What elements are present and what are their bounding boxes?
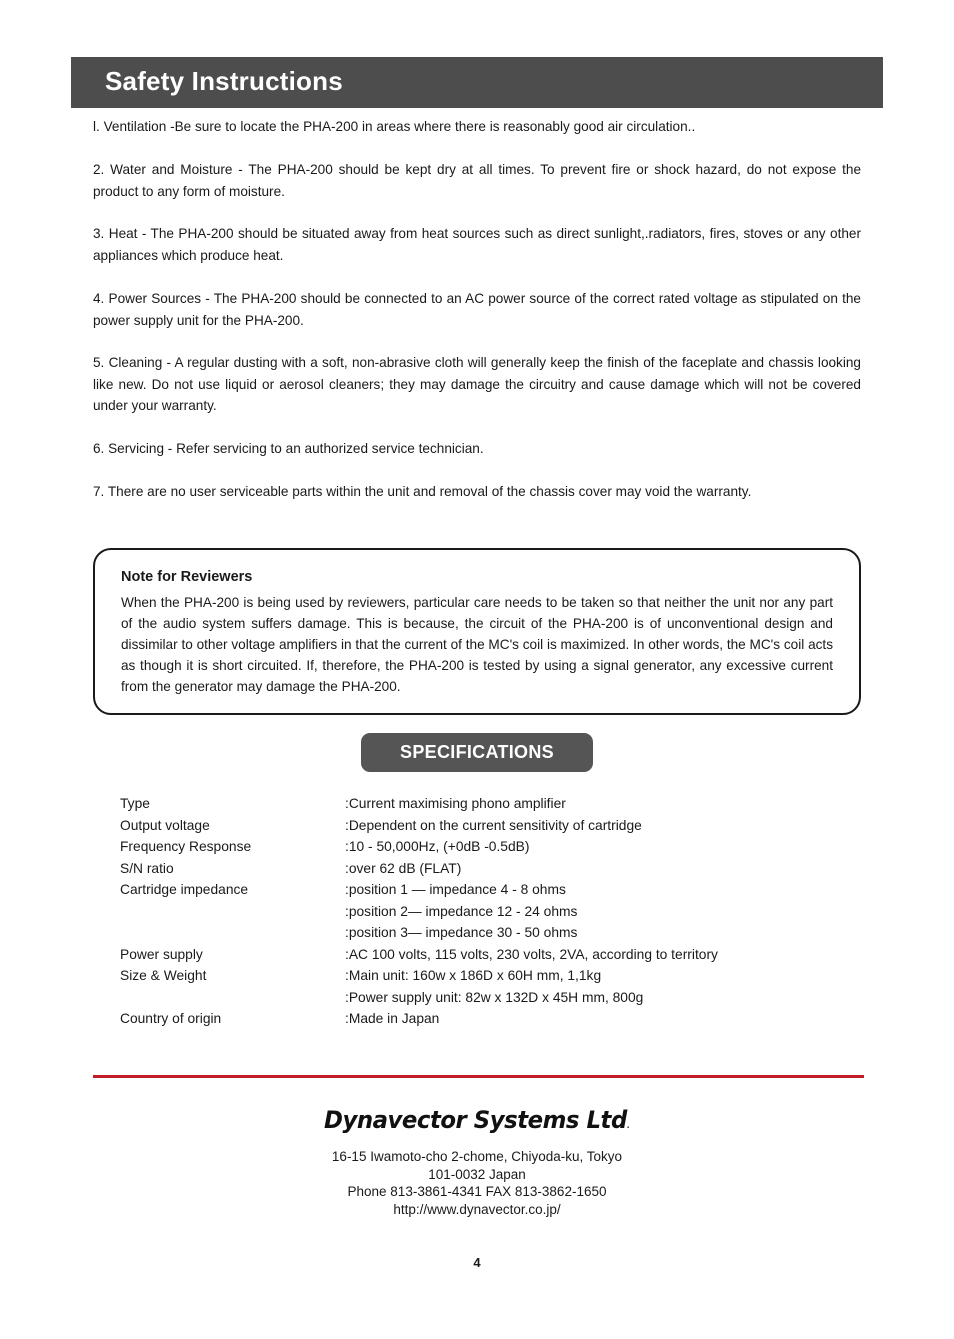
spec-value: :10 - 50,000Hz, (+0dB -0.5dB) — [345, 839, 530, 854]
instruction-heat: 3. Heat - The PHA-200 should be situated away from heat sources such as direct sunlight,.radiators, fires, stoves or any other appliances which produce heat. — [93, 226, 861, 263]
spec-label: Power supply — [120, 946, 203, 962]
note-body: When the PHA-200 is being used by reviewers, particular care needs to be taken so that neither the unit nor any part of the audio system suffers damage. This is because, the circuit of the PHA-200 is of unconventional design and dissimilar to other voltage amplifiers in that the current of the MC's coil is maximized. In other words, the MC's coil acts as though it is short circuited. If, therefore, the PHA-200 is tested by using a signal generator, any excessive current from the generator may damage the PHA-200. — [121, 595, 833, 694]
company-name: Dynavector Systems Ltd — [324, 1106, 627, 1134]
spec-value: :position 3— impedance 30 - 50 ohms — [345, 925, 578, 940]
company-address — [0, 1148, 954, 1218]
spec-label: S/N ratio — [120, 860, 174, 876]
company-name-dot: . — [626, 1117, 630, 1131]
spec-label: Type — [120, 796, 150, 811]
instruction-water-moisture: 2. Water and Moisture - The PHA-200 should be kept dry at all times. To prevent fire or shock hazard, do not expose the product to any form of moisture. — [93, 162, 861, 199]
spec-value: :Dependent on the current sensitivity of cartridge — [345, 817, 642, 833]
phone-fax-line: Phone 813-3861-4341 FAX 813-3862-1650 — [347, 1184, 607, 1199]
page-number: 4 — [473, 1255, 481, 1270]
instruction-warranty: 7. There are no user serviceable parts within the unit and removal of the chassis cover may void the warranty. — [93, 484, 752, 499]
spec-value: :Current maximising phono amplifier — [345, 796, 566, 811]
spec-value: :position 2— impedance 12 - 24 ohms — [345, 903, 578, 919]
note-title: Note for Reviewers — [121, 569, 253, 585]
website-link[interactable]: http://www.dynavector.co.jp/ — [393, 1201, 561, 1217]
spec-label: Cartridge impedance — [120, 882, 249, 897]
spec-label: Size & Weight — [120, 968, 207, 983]
spec-label: Output voltage — [120, 817, 210, 833]
specifications-heading: SPECIFICATIONS — [361, 733, 593, 772]
spec-value: :Main unit: 160w x 186D x 60H mm, 1,1kg — [345, 968, 602, 983]
spec-value: :Made in Japan — [345, 1011, 440, 1026]
spec-value: :position 1 — impedance 4 - 8 ohms — [345, 882, 566, 897]
spec-value: :Power supply unit: 82w x 132D x 45H mm, 800g — [345, 989, 644, 1005]
title-bar — [71, 57, 883, 108]
address-line: 16-15 Iwamoto-cho 2-chome, Chiyoda-ku, Tokyo — [331, 1149, 623, 1164]
instruction-cleaning: 5. Cleaning - A regular dusting with a soft, non-abrasive cloth will generally keep the finish of the faceplate and chassis looking like new. Do not use liquid or aerosol cleaners; they may damage the circuitry and cause damage which will not be covered under your warranty. — [93, 355, 861, 413]
spec-value: :over 62 dB (FLAT) — [345, 860, 462, 876]
page-title: Safety Instructions — [105, 66, 343, 96]
spec-label: Frequency Response — [120, 839, 252, 854]
spec-label: Country of origin — [120, 1011, 222, 1026]
instruction-power-sources: 4. Power Sources - The PHA-200 should be connected to an AC power source of the correct rated voltage as stipulated on the power supply unit for the PHA-200. — [93, 291, 861, 328]
address-line: 101-0032 Japan — [428, 1166, 526, 1182]
instruction-ventilation: l. Ventilation -Be sure to locate the PHA-200 in areas where there is reasonably good air circulation.. — [93, 119, 696, 134]
spec-value: :AC 100 volts, 115 volts, 230 volts, 2VA, according to territory — [345, 946, 718, 962]
reviewer-note-box — [93, 548, 861, 715]
footer-divider — [93, 1075, 864, 1078]
instruction-servicing: 6. Servicing - Refer servicing to an authorized service technician. — [93, 441, 484, 456]
company-logo — [24, 1106, 930, 1134]
